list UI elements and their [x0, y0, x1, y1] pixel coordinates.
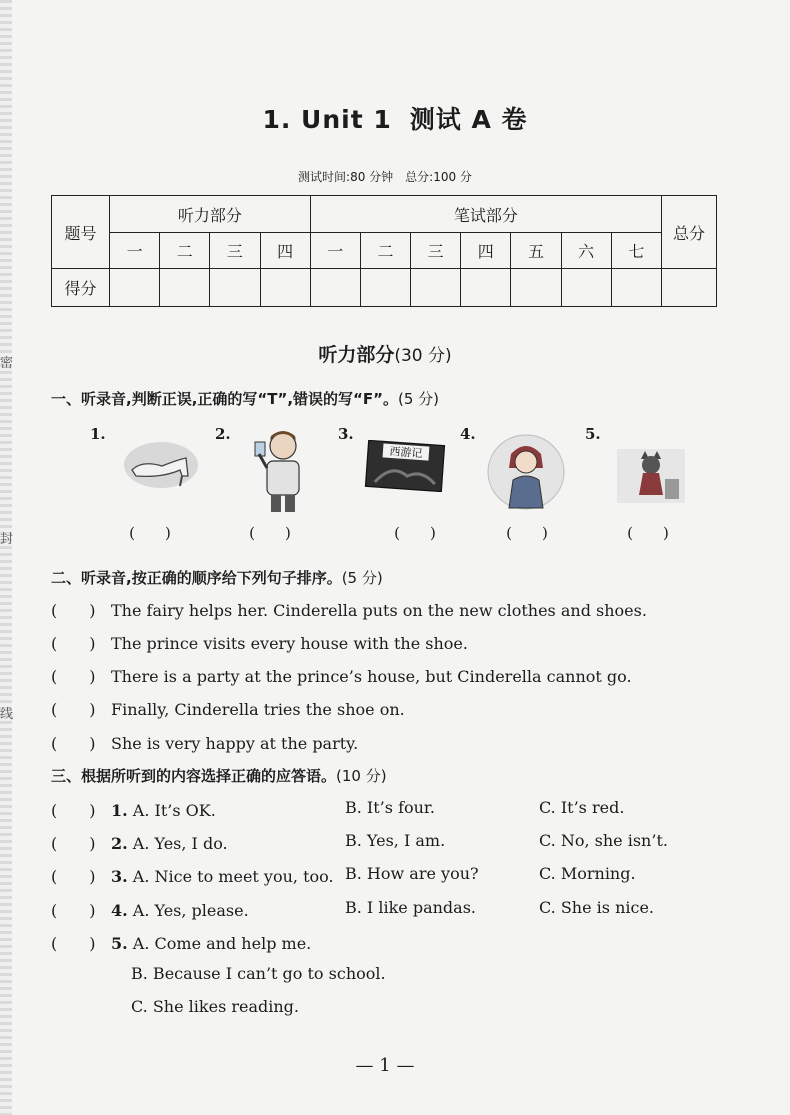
margin-char-line: 线 — [0, 707, 14, 722]
q2-sentence — [51, 731, 358, 754]
boy-drinking-icon — [245, 428, 317, 512]
q1-answer-slot[interactable]: ( ) — [249, 524, 291, 542]
order-slot[interactable]: ( ) — [51, 700, 96, 719]
score-col: 一 — [110, 233, 160, 269]
q3-item-num: 1. — [111, 801, 128, 820]
margin-char-seal: 密 — [0, 356, 14, 371]
score-cell[interactable] — [210, 269, 260, 307]
q2-sentence-text: She is very happy at the party. — [111, 734, 359, 753]
option-c: C. She is nice. — [539, 898, 655, 917]
q2-title — [51, 567, 383, 588]
score-col: 五 — [511, 233, 561, 269]
option-b: B. Yes, I am. — [345, 831, 446, 850]
q1-answer-slot[interactable]: ( ) — [627, 524, 669, 542]
score-row-label: 题号 — [52, 196, 110, 269]
q2-sentence — [51, 697, 405, 720]
title-name: 测试 A 卷 — [409, 105, 528, 134]
order-slot[interactable]: ( ) — [51, 634, 96, 653]
q3-item — [51, 864, 334, 887]
q3-points: (10 分) — [336, 767, 387, 785]
q1-title — [51, 388, 439, 409]
listening-title-text: 听力部分 — [318, 344, 395, 366]
q1-points: (5 分) — [398, 390, 440, 408]
option-a: A. Nice to meet you, too. — [132, 867, 334, 886]
option-b: B. Because I can’t go to school. — [131, 964, 386, 983]
score-cell[interactable] — [260, 269, 310, 307]
q2-points: (5 分) — [341, 569, 383, 587]
score-col: 三 — [411, 233, 461, 269]
score-cell[interactable] — [611, 269, 661, 307]
score-col: 四 — [260, 233, 310, 269]
q3-title — [51, 765, 387, 786]
order-slot[interactable]: ( ) — [51, 667, 96, 686]
q1-answer-slot[interactable]: ( ) — [129, 524, 171, 542]
score-cell[interactable] — [461, 269, 511, 307]
score-col: 三 — [210, 233, 260, 269]
q3-item — [51, 798, 216, 821]
girl-portrait-icon — [485, 432, 567, 512]
q2-sentence-text: The fairy helps her. Cinderella puts on the new clothes and shoes. — [111, 601, 647, 620]
q1-answer-slot[interactable]: ( ) — [506, 524, 548, 542]
q3-item — [51, 898, 249, 921]
title-unit: 1. Unit 1 — [262, 105, 392, 134]
score-col: 二 — [360, 233, 410, 269]
book-caption: 西游记 — [389, 444, 423, 461]
glass-slipper-icon — [122, 440, 200, 490]
option-a: A. It’s OK. — [132, 801, 216, 820]
q2-sentence — [51, 598, 647, 621]
score-col: 六 — [561, 233, 611, 269]
listening-section-title — [0, 340, 770, 367]
q2-sentence-text: Finally, Cinderella tries the shoe on. — [111, 700, 405, 719]
margin-char-seal: 封 — [0, 532, 14, 547]
answer-slot[interactable]: ( ) — [51, 834, 96, 853]
score-cell[interactable] — [411, 269, 461, 307]
answer-slot[interactable]: ( ) — [51, 934, 96, 953]
score-cell[interactable] — [310, 269, 360, 307]
option-a: A. Yes, I do. — [132, 834, 228, 853]
score-cell[interactable] — [662, 269, 717, 307]
q2-sentence-text: There is a party at the prince’s house, but Cinderella cannot go. — [111, 667, 632, 686]
q1-item-num: 5. — [585, 425, 601, 443]
q3-title-text: 三、根据所听到的内容选择正确的应答语。 — [51, 767, 337, 785]
q2-sentence-text: The prince visits every house with the shoe. — [111, 634, 468, 653]
q2-sentence — [51, 631, 468, 654]
score-col: 七 — [611, 233, 661, 269]
option-b: B. I like pandas. — [345, 898, 476, 917]
score-cell[interactable] — [110, 269, 160, 307]
q3-item — [51, 831, 228, 854]
page-title — [0, 100, 790, 136]
score-cell[interactable] — [160, 269, 210, 307]
option-b: B. It’s four. — [345, 798, 435, 817]
listening-points: (30 分) — [394, 346, 452, 366]
option-c: C. Morning. — [539, 864, 636, 883]
q3-item-num: 5. — [111, 934, 128, 953]
order-slot[interactable]: ( ) — [51, 734, 96, 753]
score-col: 四 — [461, 233, 511, 269]
option-a: A. Come and help me. — [132, 934, 312, 953]
page-number: — 1 — — [355, 1055, 415, 1076]
q3-item — [51, 931, 311, 954]
score-label: 得分 — [52, 269, 110, 307]
q2-title-text: 二、听录音,按正确的顺序给下列句子排序。 — [51, 569, 342, 587]
q1-item-num: 3. — [338, 425, 354, 443]
option-c: C. She likes reading. — [131, 997, 300, 1016]
answer-slot[interactable]: ( ) — [51, 867, 96, 886]
order-slot[interactable]: ( ) — [51, 601, 96, 620]
score-cell[interactable] — [360, 269, 410, 307]
option-c: C. It’s red. — [539, 798, 625, 817]
q1-answer-slot[interactable]: ( ) — [394, 524, 436, 542]
q3-item-num: 4. — [111, 901, 128, 920]
score-cell[interactable] — [511, 269, 561, 307]
option-a: A. Yes, please. — [132, 901, 249, 920]
score-table — [51, 195, 717, 307]
q3-item-num: 3. — [111, 867, 128, 886]
score-writing-header: 笔试部分 — [310, 196, 661, 233]
score-cell[interactable] — [561, 269, 611, 307]
option-b: B. How are you? — [345, 864, 479, 883]
cat-figure-icon — [615, 445, 687, 505]
answer-slot[interactable]: ( ) — [51, 801, 96, 820]
q2-sentence — [51, 664, 632, 687]
q1-item-num: 2. — [215, 425, 231, 443]
option-c: C. No, she isn’t. — [539, 831, 668, 850]
q1-title-text: 一、听录音,判断正误,正确的写“T”,错误的写“F”。 — [51, 390, 399, 408]
score-col: 一 — [310, 233, 360, 269]
answer-slot[interactable]: ( ) — [51, 901, 96, 920]
score-total-header: 总分 — [662, 196, 717, 269]
q1-item-num: 4. — [460, 425, 476, 443]
test-meta: 测试时间:80 分钟 总分:100 分 — [298, 170, 472, 184]
q1-item-num: 1. — [90, 425, 106, 443]
q3-item-num: 2. — [111, 834, 128, 853]
book-cover-icon — [364, 440, 446, 492]
score-listening-header: 听力部分 — [110, 196, 311, 233]
score-col: 二 — [160, 233, 210, 269]
